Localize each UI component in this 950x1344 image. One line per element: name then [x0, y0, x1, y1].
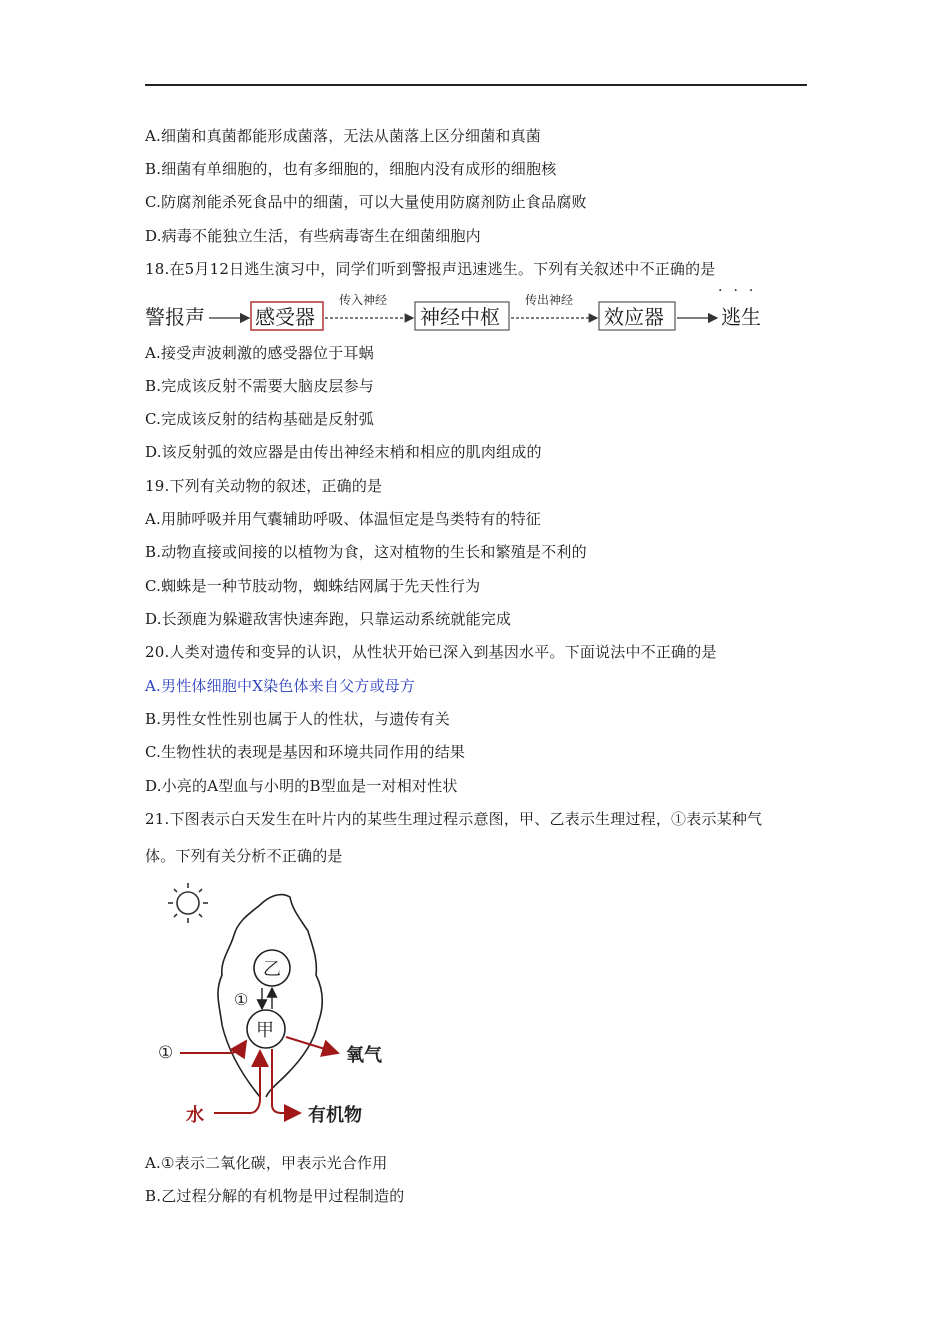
leaf-process-diagram	[150, 875, 410, 1140]
option-line: C.防腐剂能杀死食品中的细菌，可以大量使用防腐剂防止食品腐败	[145, 193, 587, 211]
output-matter-label: 有机物	[308, 1105, 362, 1126]
option-line: C.生物性状的表现是基因和环境共同作用的结果	[145, 743, 466, 761]
flow-center: 神经中枢	[420, 305, 500, 329]
option-line: D.长颈鹿为躲避敌害快速奔跑，只靠运动系统就能完成	[145, 610, 512, 628]
process-b-label: 乙	[263, 959, 281, 980]
reflex-arc-diagram	[145, 288, 775, 338]
option-line: D.病毒不能独立生活，有些病毒寄生在细菌细胞内	[145, 227, 481, 245]
option-line: A.细菌和真菌都能形成菌落，无法从菌落上区分细菌和真菌	[145, 127, 542, 145]
option-line: D.该反射弧的效应器是由传出神经末梢和相应的肌肉组成的	[145, 443, 542, 461]
input-label: 水	[186, 1105, 204, 1126]
flow-efferent: 传出神经	[525, 293, 574, 307]
option-line: A.用肺呼吸并用气囊辅助呼吸、体温恒定是鸟类特有的特征	[145, 510, 542, 528]
flow-effector: 效应器	[604, 305, 664, 329]
option-line: B.细菌有单细胞的，也有多细胞的，细胞内没有成形的细胞核	[145, 160, 557, 178]
process-a-label: 甲	[256, 1020, 274, 1041]
option-line: B.乙过程分解的有机物是甲过程制造的	[145, 1187, 405, 1205]
question-19-stem: 19.下列有关动物的叙述，正确的是	[145, 477, 383, 495]
output-gas-label: 氧气	[346, 1045, 382, 1066]
option-line: A.①表示二氧化碳，甲表示光合作用	[145, 1154, 388, 1172]
option-line: C.蜘蛛是一种节肢动物，蜘蛛结网属于先天性行为	[145, 577, 481, 595]
emphasis-dots: ···	[718, 283, 765, 299]
option-line-highlighted: A.男性体细胞中X染色体来自父方或母方	[145, 677, 416, 695]
question-21-stem: 21.下图表示白天发生在叶片内的某些生理过程示意图，甲、乙表示生理过程，①表示某种气	[145, 810, 763, 828]
sun-icon	[168, 883, 208, 923]
option-line: D.小亮的A型血与小明的B型血是一对相对性状	[145, 777, 458, 795]
question-21-stem-cont: 体。下列有关分析不正确的是	[145, 847, 343, 865]
gas-marker-inner: ①	[234, 990, 249, 1009]
question-18-stem: 18.在5月12日逃生演习中，同学们听到警报声迅速逃生。下列有关叙述中不正确的是	[145, 260, 716, 278]
flow-receptor: 感受器	[255, 305, 315, 329]
gas-marker-outer: ①	[158, 1043, 174, 1063]
option-line: B.男性女性性别也属于人的性状，与遗传有关	[145, 710, 450, 728]
flow-afferent: 传入神经	[339, 293, 388, 307]
header-rule	[145, 84, 807, 86]
option-line: A.接受声波刺激的感受器位于耳蜗	[145, 344, 374, 362]
option-line: B.完成该反射不需要大脑皮层参与	[145, 377, 374, 395]
flow-start: 警报声	[145, 305, 205, 329]
option-line: B.动物直接或间接的以植物为食，这对植物的生长和繁殖是不利的	[145, 543, 587, 561]
option-line: C.完成该反射的结构基础是反射弧	[145, 410, 374, 428]
question-20-stem: 20.人类对遗传和变异的认识，从性状开始已深入到基因水平。下面说法中不正确的是	[145, 643, 717, 661]
flow-end: 逃生	[721, 305, 761, 329]
